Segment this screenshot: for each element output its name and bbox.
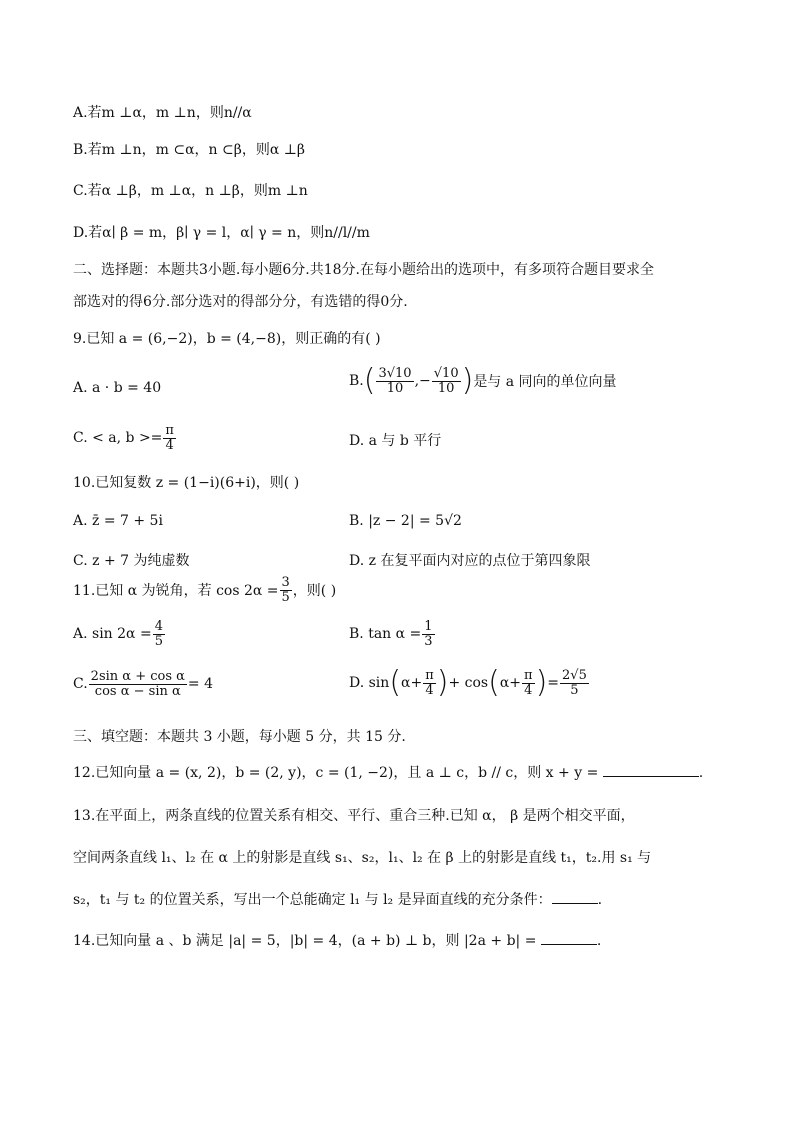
q13-end: . [597,892,603,908]
q11-d-eq: = [547,675,560,691]
q9-c-text: C. < a, b >= [73,430,163,447]
q11-d-cos: + cos [448,675,489,691]
denominator: 10 [386,380,404,396]
q11-option-c [73,670,213,698]
q11-option-b [349,620,436,648]
q14-text: 14.已知向量 a 、b 满足 |a| = 5，|b| = 4，(a + b) ⊥ b，则 |2a + b| = [73,933,541,949]
q9-b-label: B. [349,373,364,389]
answer-blank[interactable] [541,944,597,945]
q9-stem: 9.已知 a = (6,−2)，b = (4,−8)，则正确的有( ) [73,331,381,347]
option-c-prev: C.若α ⊥β，m ⊥α，n ⊥β，则m ⊥n [73,183,308,199]
option-b-prev: B.若m ⊥n，m ⊂α，n ⊂β，则α ⊥β [73,142,306,158]
answer-blank[interactable] [603,776,699,777]
denominator: 4 [524,682,533,698]
q11-d-angle: α+ [401,675,423,691]
denominator: 5 [570,682,579,698]
q14-end: . [596,933,602,949]
left-paren: ( [389,665,402,700]
option-d-prev: D.若α∣ β = m，β∣ γ = l，α∣ γ = n，则n//l//m [73,225,370,241]
q14 [73,930,601,950]
q11-c-label: C. [73,676,88,693]
fraction [89,670,187,698]
q11-d-label: D. sin [349,675,390,691]
denominator: 10 [437,380,455,396]
fraction [422,620,434,648]
q11-a-text: A. sin 2α = [73,626,152,643]
fraction [376,367,413,395]
q10-option-a: A. z̄ = 7 + 5i [73,513,163,529]
left-paren: ( [488,665,500,700]
numerator: 3 [281,575,290,590]
q11-c-end: = 4 [187,676,213,693]
q12-end: . [698,765,704,781]
section2-heading-cont: 部选对的得6分.部分选对的得部分分，有选错的得0分. [73,294,408,310]
q12 [73,762,703,782]
right-paren: ) [461,363,474,398]
section3-heading: 三、填空题：本题共 3 小题，每小题 5 分，共 15 分. [73,729,406,745]
q12-text: 12.已知向量 a = (x, 2)，b = (2, y)，c = (1, −2)，且 a ⊥ c，b // c，则 x + y = [73,765,603,781]
fraction [153,620,165,648]
fraction [432,367,461,395]
left-paren: ( [363,363,376,398]
q10-option-c: C. z + 7 为纯虚数 [73,553,190,569]
q10-option-d: D. z 在复平面内对应的点位于第四象限 [349,553,591,569]
fraction [522,669,535,697]
numerator: π [524,667,533,683]
q9-option-b [349,363,617,398]
numerator: 4 [154,619,163,634]
right-paren: ) [436,665,449,700]
q13-line1: 13.在平面上，两条直线的位置关系有相交、平行、重合三种.已知 α， β 是两个相交平面， [73,808,635,824]
q9-b-text: 是与 a 同向的单位向量 [473,374,617,390]
q13-text: s₂，t₁ 与 t₂ 的位置关系，写出一个总能确定 l₁ 与 l₂ 是异面直线的充分条件： [73,892,552,908]
numerator: √10 [433,365,459,381]
numerator: π [165,423,174,438]
q9-option-d: D. a 与 b 平行 [349,433,442,449]
q11-option-d [349,665,590,700]
fraction [423,669,436,697]
comma: ,− [414,373,431,389]
fraction [560,669,589,697]
q10-stem: 10.已知复数 z = (1−i)(6+i)，则( ) [73,475,300,491]
denominator: 3 [424,633,433,649]
denominator: 5 [281,589,290,605]
denominator: 4 [425,682,434,698]
numerator: π [425,667,434,683]
denominator: 4 [165,437,174,453]
answer-blank[interactable] [552,903,598,904]
q11-stem-text: 11.已知 α 为锐角，若 cos 2α = [73,583,279,600]
q9-option-a: A. a · b = 40 [73,380,162,396]
q13-line3 [73,889,602,909]
numerator: 1 [424,619,433,634]
q11-stem [73,576,336,604]
fraction [163,424,176,452]
section2-heading: 二、选择题：本题共3小题.每小题6分.共18分.在每小题给出的选项中，有多项符合题目要求全 [73,262,654,278]
denominator: 5 [154,633,163,649]
q11-stem-end: ，则( ) [292,583,337,600]
q10-option-b: B. |z − 2| = 5√2 [349,513,462,529]
denominator: cos α − sin α [94,683,181,699]
option-a-prev: A.若m ⊥α，m ⊥n，则n//α [73,105,252,121]
q11-b-text: B. tan α = [349,626,422,643]
numerator: 2sin α + cos α [90,669,185,684]
q11-option-a [73,620,166,648]
q13-line2: 空间两条直线 l₁、l₂ 在 α 上的射影是直线 s₁、s₂，l₁、l₂ 在 β 上的射影是直线 t₁，t₂.用 s₁ 与 [73,850,652,866]
q11-d-angle: α+ [499,675,522,691]
numerator: 2√5 [562,667,587,683]
fraction [280,576,292,604]
right-paren: ) [535,665,548,700]
q9-option-c [73,424,177,452]
numerator: 3√10 [378,365,412,381]
